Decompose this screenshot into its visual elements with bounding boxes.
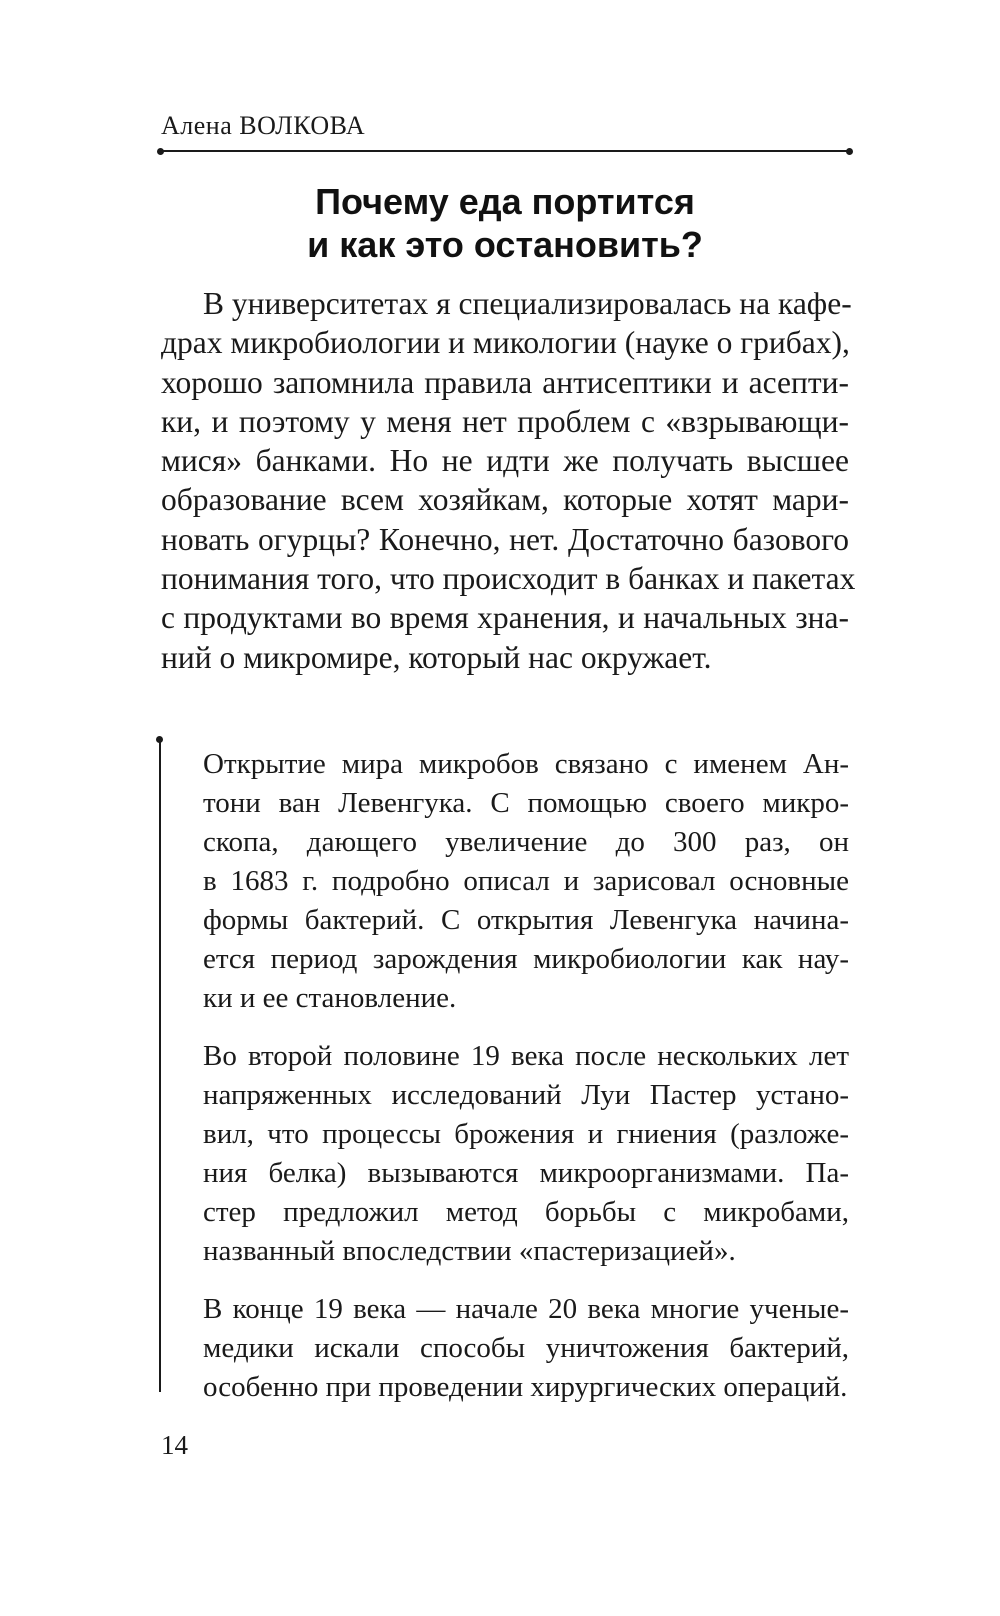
sidebar-text-line: скопа, дающего увеличение до 300 раз, он bbox=[203, 826, 849, 858]
sidebar-text-line: напряженных исследований Луи Пастер устано- bbox=[203, 1079, 849, 1111]
sidebar-paragraph-leeuwenhoek bbox=[203, 745, 849, 1018]
main-text-line: драх микробиологии и микологии (науке о грибах), bbox=[161, 325, 850, 361]
sidebar-text-line: формы бактерий. С открытия Левенгука начина- bbox=[203, 904, 849, 936]
sidebar-text-line: тони ван Левенгука. С помощью своего микро- bbox=[203, 787, 849, 819]
main-text-line: образование всем хозяйкам, которые хотят мари- bbox=[161, 482, 849, 518]
sidebar-paragraph-surgery bbox=[203, 1290, 849, 1407]
main-text-line: ки, и поэтому у меня нет проблем с «взрывающи- bbox=[161, 403, 849, 439]
main-text-line: новать огурцы? Конечно, нет. Достаточно базового bbox=[161, 521, 849, 557]
sidebar-text-line: ется период зарождения микробиологии как нау- bbox=[203, 943, 849, 975]
sidebar-text-line: Открытие мира микробов связано с именем Ан- bbox=[203, 748, 849, 780]
sidebar-text-line: названный впоследствии «пастеризацией». bbox=[203, 1235, 736, 1267]
sidebar-text-line: Во второй половине 19 века после нескольких лет bbox=[203, 1040, 849, 1072]
sidebar-text-line: медики искали способы уничтожения бактерий, bbox=[203, 1332, 849, 1364]
main-text-line: понимания того, что происходит в банках и пакетах bbox=[161, 561, 856, 597]
chapter-title bbox=[161, 180, 849, 266]
sidebar-paragraph-pasteur bbox=[203, 1037, 849, 1271]
page-number: 14 bbox=[161, 1430, 188, 1460]
main-text-line: В университетах я специализировалась на кафе- bbox=[203, 286, 852, 321]
sidebar-text-line: ки и ее становление. bbox=[203, 982, 457, 1014]
main-text-line: хорошо запомнила правила антисептики и асепти- bbox=[161, 364, 849, 400]
sidebar-text-line: ния белка) вызываются микроорганизмами. Па- bbox=[203, 1157, 849, 1189]
header-rule bbox=[161, 150, 849, 152]
sidebar-text-line: стер предложил метод борьбы с микробами, bbox=[203, 1196, 849, 1228]
running-head: Алена ВОЛКОВА bbox=[161, 111, 366, 140]
main-text-line: мися» банками. Но не идти же получать высшее bbox=[161, 443, 849, 479]
sidebar-rule bbox=[159, 742, 161, 1392]
sidebar-text-line: В конце 19 века — начале 20 века многие ученые- bbox=[203, 1293, 849, 1325]
chapter-title-line: и как это остановить? bbox=[307, 224, 703, 265]
sidebar-text-line: особенно при проведении хирургических операций. bbox=[203, 1371, 848, 1403]
main-paragraph bbox=[161, 284, 856, 677]
sidebar-box bbox=[203, 745, 849, 1426]
main-text-line: с продуктами во время хранения, и начальных зна- bbox=[161, 600, 849, 636]
chapter-title-line: Почему еда портится bbox=[315, 181, 695, 222]
sidebar-text-line: в 1683 г. подробно описал и зарисовал основные bbox=[203, 865, 849, 897]
main-text-line: ний о микромире, который нас окружает. bbox=[161, 639, 712, 675]
sidebar-text-line: вил, что процессы брожения и гниения (разложе- bbox=[203, 1118, 849, 1150]
